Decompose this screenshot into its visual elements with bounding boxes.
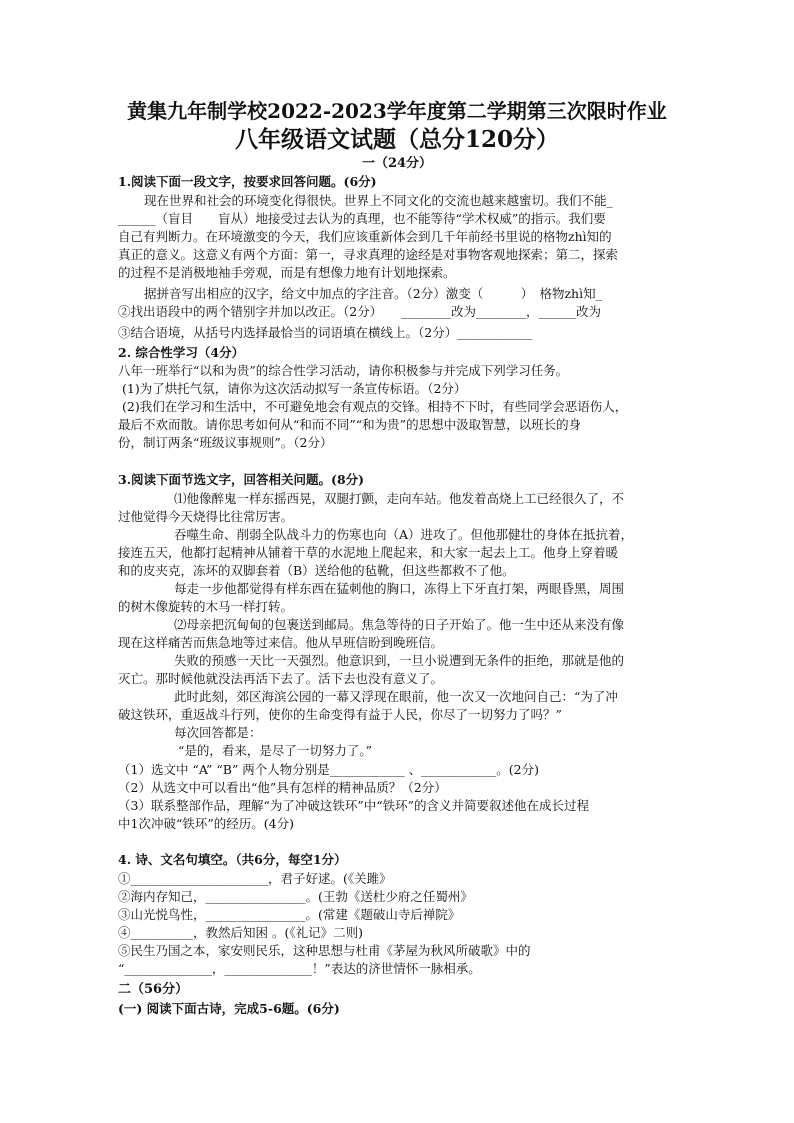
q4-heading: 4. 诗、文名句填空。（共6分，每空1分） [118,852,347,867]
q3-paragraph-line: 每走一步他都觉得有样东西在猛刺他的胸口，冻得上下牙直打架，两眼昏黑，周围 [174,581,625,596]
q3-paragraph-line: ⑴他像醉鬼一样东摇西晃，双腿打颤，走向车站。他发着高烧上工已经很久了，不 [174,491,625,506]
q4-item: “______________，______________！”表达的济世情怀一脉相承。 [118,961,481,976]
q3-sub3-line: （3）联系整部作品，理解“为了冲破这铁环”中“铁环”的含义并简要叙述他在成长过程 [118,798,590,813]
q1-sub1: 据拼音写出相应的汉字，给文中加点的字注音。（2分）激变（ ） 格物zhì知_ [144,286,602,301]
q3-paragraph-line: 接连五天，他都打起精神从铺着干草的水泥地上爬起来，和大家一起去上工。他身上穿着暖 [118,545,619,560]
q3-paragraph-line: 吞噬生命、削弱全队战斗力的伤寒也向（A）进攻了。但他那健壮的身体在抵抗着， [174,527,634,542]
q3-sub3-line: 中1次冲破“铁环”的经历。(4分) [118,816,294,831]
part-one-heading: 一（24分） [361,156,433,171]
q3-sub2: （2）从选文中可以看出“他”具有怎样的精神品质？（2分） [118,780,447,795]
q4-item: ②海内存知己，________________。(王勃《送杜少府之任蜀州》 [118,889,473,904]
q3-paragraph-line: “是的，看来，是尽了一切努力了。” [178,743,373,758]
q2-sub2-line: 份，制订两条“班级议事规则”。（2分） [118,435,333,450]
part-two-subheading: (一) 阅读下面古诗，完成5-6题。(6分) [118,1001,340,1016]
q1-sub2: ②找出语段中的两个错别字并加以改正。（2分） ________改为________，______改为 [118,304,601,319]
q3-paragraph-line: 失败的预感一天比一天强烈。他意识到，一旦小说遭到无条件的拒绝，那就是他的 [174,653,625,668]
q3-paragraph-line: 和的皮夹克，冻坏的双脚套着（B）送给他的毡靴，但这些都救不了他。 [118,563,515,578]
q1-heading: 1.阅读下面一段文字，按要求回答问题。(6分) [118,174,377,189]
q3-paragraph-line: 每次回答都是： [174,725,262,740]
q2-intro: 八年一班举行“以和为贵”的综合性学习活动，请你积极参与并完成下列学习任务。 [118,363,569,378]
q2-sub2-line: 最后不欢而散。请你思考如何从“和而不同”“和为贵”的思想中汲取智慧，以班长的身 [118,417,582,432]
q3-paragraph-line: 现在这样痛苦而焦急地等过来信。他从早班信盼到晚班信。 [118,635,444,650]
q3-paragraph-line: 灭亡。那时候他就没法再活下去了。活下去也没有意义了。 [118,671,444,686]
school-title: 黄集九年制学校2022-2023学年度第二学期第三次限时作业 [127,99,667,123]
q3-paragraph-line: 此时此刻，郊区海滨公园的一幕又浮现在眼前，他一次又一次地问自己：“为了冲 [174,689,618,704]
q3-paragraph-line: 破这铁环，重返战斗行列，使你的生命变得有益于人民，你尽了一切努力了吗？” [118,707,562,722]
part-two-heading: 二（56分） [118,982,189,997]
q1-paragraph-line: 真正的意义。这意义有两个方面：第一，寻求真理的途经是对事物客观地探索；第二，探索 [118,247,619,262]
q2-sub2-line: (2)我们在学习和生活中，不可避免地会有观点的交锋。相持不下时，有些同学会恶语伤人， [122,399,628,414]
q1-paragraph-line: 现在世界和社会的环境变化得很快。世界上不同文化的交流也越来越蜜切。我们不能_ [144,193,613,208]
q1-paragraph-line: 的过程不是消极地袖手旁观，而是有想像力地有计划地探索。 [118,265,456,280]
q3-paragraph-line: 的树木像旋转的木马一样打转。 [118,599,294,614]
q3-paragraph-line: 过他觉得今天烧得比往常厉害。 [118,509,294,524]
q2-sub1: (1)为了烘托气氛，请你为这次活动拟写一条宣传标语。（2分） [122,381,467,396]
q4-item: ①______________________，君子好逑。(《关雎》 [118,871,392,886]
q1-paragraph-line: ______（盲目 盲从）地接受过去认为的真理，也不能等待“学术权威”的指示。我们要 [118,211,606,226]
q1-sub3: ③结合语境，从括号内选择最恰当的词语填在横线上。（2分）____________ [118,325,533,340]
q3-heading: 3.阅读下面节选文字，回答相关问题。(8分) [118,472,365,487]
q4-item: ⑤民生乃国之本，家安则民乐，这种思想与杜甫《茅屋为秋风所破歌》中的 [118,943,531,958]
q3-sub1: （1）选文中 “A” “B” 两个人物分别是____________ 、____________。(2分) [118,762,539,777]
q1-paragraph-line: 自己有判断力。在环境激变的今天，我们应该重新体会到几千年前经书里说的格物zhì知的 [118,229,612,244]
q3-paragraph-line: ⑵母亲把沉甸甸的包裹送到邮局。焦急等待的日子开始了。他一生中还从来没有像 [174,617,625,632]
exam-title: 八年级语文试题（总分120分） [234,126,559,153]
q2-heading: 2. 综合性学习（4分） [118,345,245,360]
q4-item: ③山光悦鸟性，________________。(常建《题破山寺后禅院》 [118,907,461,922]
q4-item: ④__________，教然后知困 。(《礼记》二则) [118,925,363,940]
